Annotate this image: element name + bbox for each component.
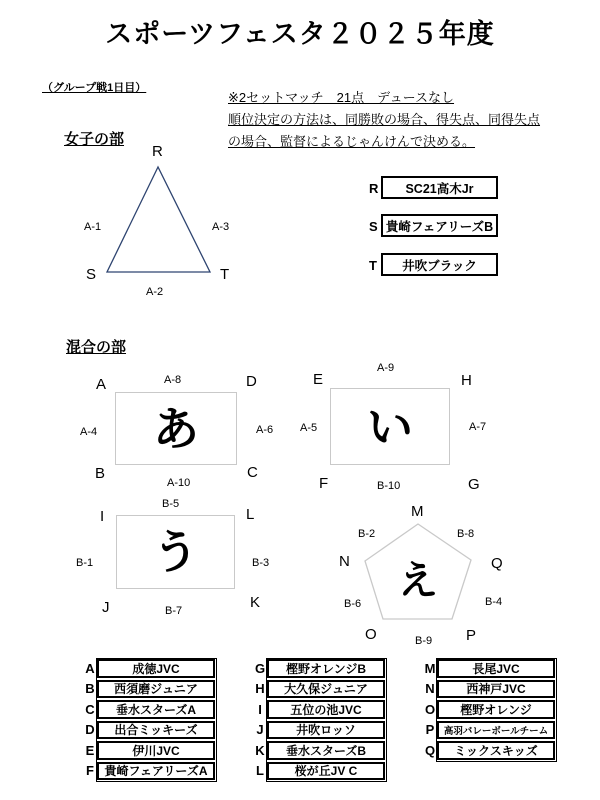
triangle-node-s: S — [86, 266, 97, 283]
womens-team-seed-r: R — [369, 181, 379, 196]
group-node-a: A — [96, 376, 107, 393]
page-title: スポーツフェスタ２０２５年度 — [105, 19, 495, 49]
match-label-a10: A-10 — [167, 477, 191, 489]
match-label-a1: A-1 — [84, 221, 102, 233]
rules-note — [228, 87, 540, 153]
roster-seed: K — [255, 742, 265, 758]
table-row — [83, 762, 215, 781]
roster-team-name: 樫野オレンジ — [437, 700, 555, 719]
group-node-n: N — [339, 553, 350, 570]
roster-team-name: 垂水スターズB — [267, 741, 385, 760]
womens-team-seed-t: T — [369, 258, 377, 273]
roster-team-name: 成徳JVC — [97, 659, 215, 678]
match-label-b5: B-5 — [162, 498, 180, 510]
match-label-b8: B-8 — [457, 528, 475, 540]
roster-team-name: 五位の池JVC — [267, 700, 385, 719]
roster-team-name: 出合ミッキーズ — [97, 721, 215, 740]
group-node-c: C — [247, 464, 258, 481]
table-row — [253, 659, 385, 678]
triangle-shape — [107, 167, 210, 272]
roster-seed: M — [424, 660, 436, 676]
table-row — [423, 659, 555, 678]
group-block-box-3 — [116, 515, 235, 589]
group-node-o: O — [365, 626, 377, 643]
match-label-a4: A-4 — [80, 426, 98, 438]
roster-table-3 — [423, 659, 555, 762]
match-label-a9: A-9 — [377, 362, 395, 374]
roster-team-name: 西須磨ジュニア — [97, 680, 215, 699]
group-node-l: L — [246, 506, 255, 523]
group-block-name-2: い — [367, 400, 413, 453]
roster-seed: F — [86, 763, 94, 779]
roster-team-name: 長尾JVC — [437, 659, 555, 678]
match-label-b4: B-4 — [485, 596, 503, 608]
table-row — [83, 700, 215, 719]
group-node-k: K — [250, 594, 261, 611]
roster-team-name: 井吹ロッソ — [267, 721, 385, 740]
match-label-a5: A-5 — [300, 422, 318, 434]
match-label-b3: B-3 — [252, 557, 270, 569]
roster-table-2 — [253, 659, 385, 782]
group-node-d: D — [246, 373, 257, 390]
table-row — [423, 680, 555, 699]
rules-note-line-2: 順位決定の方法は、同勝敗の場合、得失点、同得失点 — [228, 112, 541, 127]
table-row — [83, 659, 215, 678]
group-node-j: J — [102, 599, 110, 616]
match-label-a6: A-6 — [256, 424, 274, 436]
match-label-b2: B-2 — [358, 528, 376, 540]
roster-team-name: 大久保ジュニア — [267, 680, 385, 699]
roster-seed: L — [256, 763, 264, 779]
group-day-label: （グループ戦1日目） — [42, 82, 147, 94]
match-label-b7: B-7 — [165, 605, 183, 617]
roster-seed: H — [255, 681, 265, 697]
table-row — [83, 741, 215, 760]
roster-seed: E — [85, 742, 95, 758]
roster-team-name: 垂水スターズA — [97, 700, 215, 719]
roster-seed: I — [258, 701, 262, 717]
table-row — [253, 721, 385, 740]
group-node-h: H — [461, 372, 472, 389]
roster-seed: A — [85, 660, 95, 676]
mixed-section-heading: 混合の部 — [66, 339, 127, 356]
group-block-name-1: あ — [153, 402, 199, 455]
roster-seed: G — [254, 660, 266, 676]
roster-team-name: 貴崎フェアリーズA — [97, 762, 215, 781]
group-node-m: M — [411, 503, 424, 520]
triangle-node-r: R — [152, 143, 163, 160]
table-row — [253, 680, 385, 699]
group-node-f: F — [319, 475, 329, 492]
womens-team-box-s: 貴崎フェアリーズB — [381, 214, 498, 237]
round-robin-triangle — [95, 160, 225, 278]
table-row — [83, 721, 215, 740]
roster-team-name: 樫野オレンジB — [267, 659, 385, 678]
table-row — [253, 762, 385, 781]
match-label-a8: A-8 — [164, 374, 182, 386]
roster-seed: D — [85, 722, 95, 738]
group-node-p: P — [466, 627, 477, 644]
match-label-a7: A-7 — [469, 421, 487, 433]
womens-section-heading: 女子の部 — [64, 131, 125, 148]
roster-table-1 — [83, 659, 215, 782]
group-node-i: I — [100, 508, 105, 525]
group-node-e: E — [313, 371, 324, 388]
roster-seed: O — [424, 701, 436, 717]
group-block-box-2 — [330, 388, 450, 465]
rules-note-line-3: の場合、監督によるじゃんけんで決める。 — [228, 134, 476, 149]
group-block-name-3: う — [152, 526, 199, 578]
roster-team-name: 高羽バレーボールチーム — [437, 721, 555, 740]
table-row — [423, 741, 555, 760]
roster-team-name: 桜が丘JV C — [267, 762, 385, 781]
roster-seed: N — [425, 681, 435, 697]
womens-team-seed-s: S — [369, 219, 378, 234]
triangle-node-t: T — [220, 266, 230, 283]
match-label-b6: B-6 — [344, 598, 362, 610]
womens-team-box-r: SC21高木Jr — [381, 176, 498, 199]
rules-note-line-1: ※2セットマッチ 21点 デュースなし — [228, 90, 455, 105]
roster-team-name: 西神戸JVC — [437, 680, 555, 699]
roster-seed: C — [85, 701, 95, 717]
group-block-name-4: え — [398, 559, 438, 603]
match-label-a2: A-2 — [146, 286, 164, 298]
group-node-b: B — [95, 465, 106, 482]
match-label-b1: B-1 — [76, 557, 94, 569]
match-label-b10: B-10 — [377, 480, 401, 492]
roster-seed: Q — [424, 742, 436, 758]
table-row — [423, 700, 555, 719]
roster-seed: P — [425, 722, 435, 738]
roster-team-name: ミックスキッズ — [437, 741, 555, 760]
table-row — [253, 741, 385, 760]
group-node-g: G — [468, 476, 480, 493]
roster-seed: J — [256, 722, 264, 738]
match-label-b9: B-9 — [415, 635, 433, 647]
table-row — [83, 680, 215, 699]
table-row — [423, 721, 555, 740]
group-node-q: Q — [491, 555, 503, 572]
match-label-a3: A-3 — [212, 221, 230, 233]
table-row — [253, 700, 385, 719]
womens-team-box-t: 井吹ブラック — [381, 253, 498, 276]
roster-team-name: 伊川JVC — [97, 741, 215, 760]
roster-seed: B — [85, 681, 95, 697]
group-block-box-1 — [115, 392, 237, 465]
